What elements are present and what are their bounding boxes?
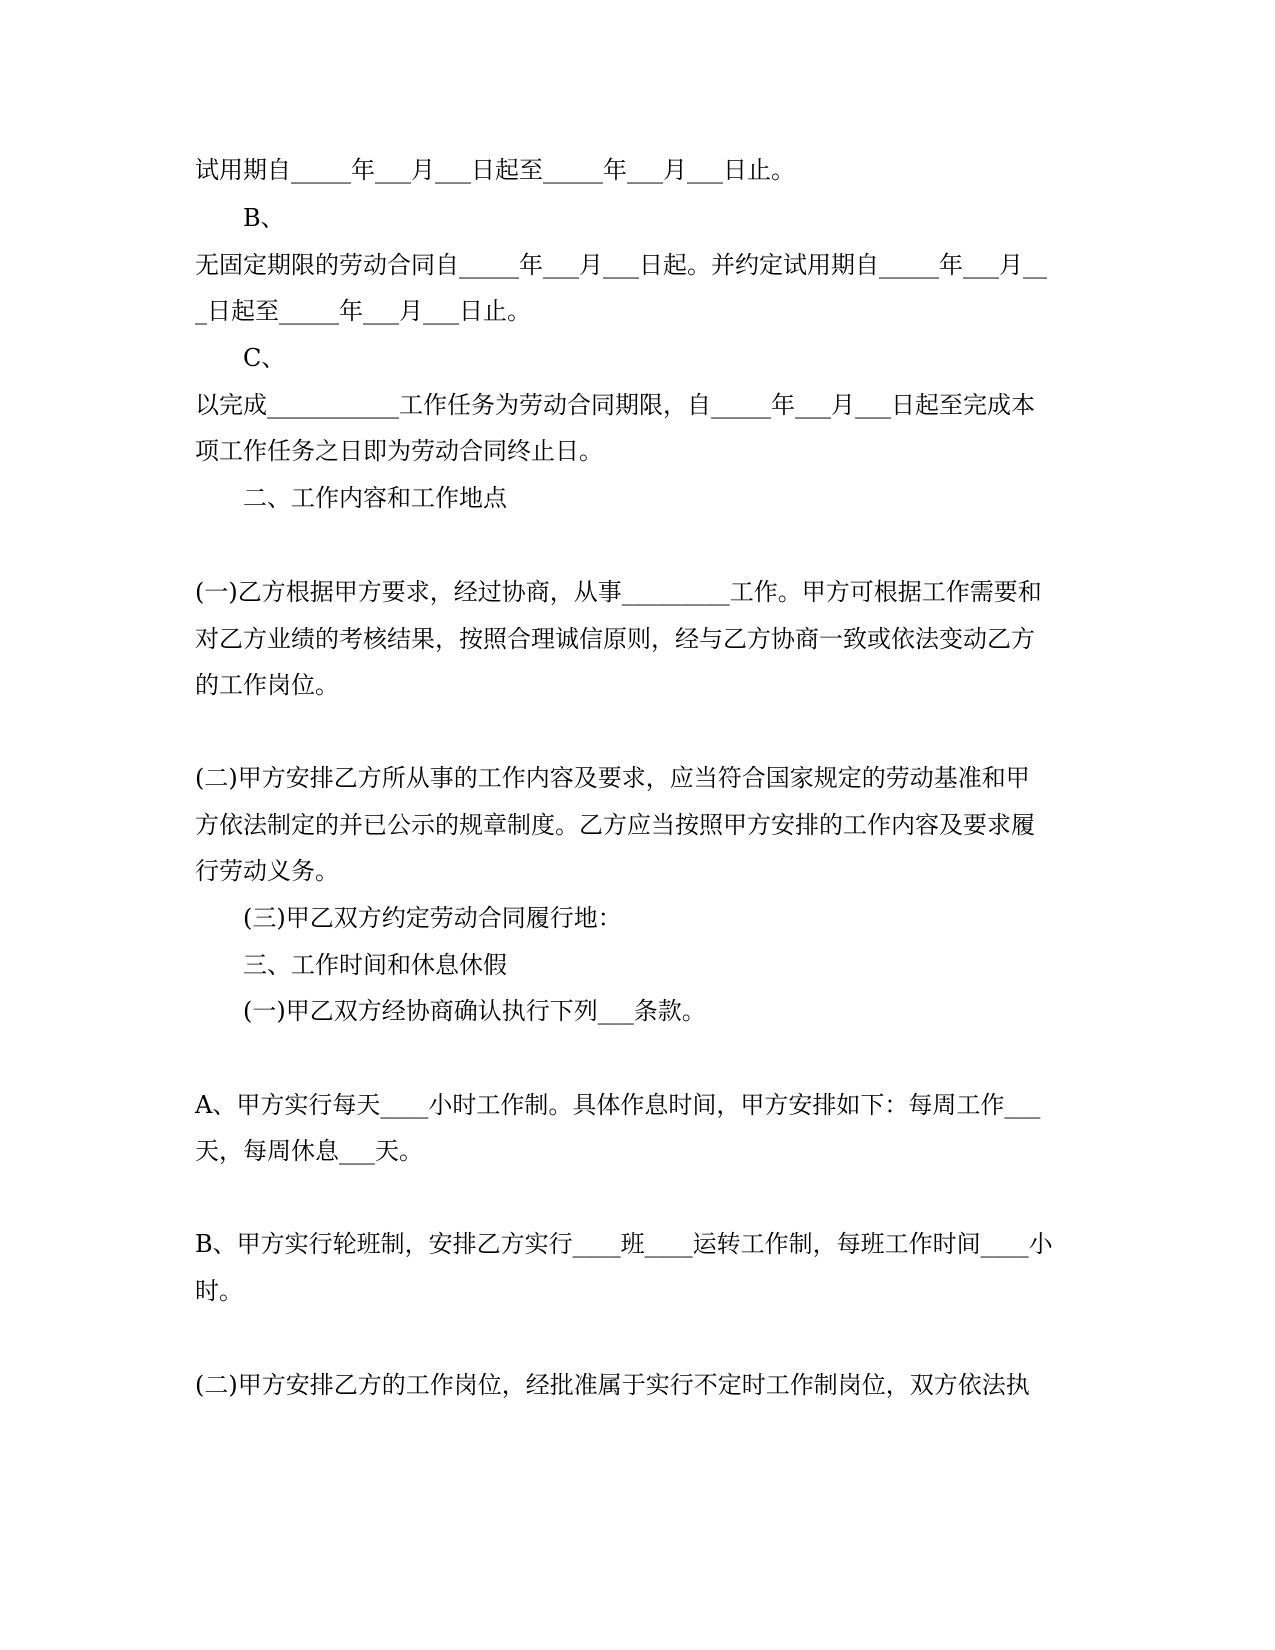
text-line: 的工作岗位。	[195, 671, 339, 699]
text-line: (三)甲乙双方约定劳动合同履行地：	[243, 904, 622, 932]
text-line: (一)乙方根据甲方要求，经过协商，从事_________工作。甲方可根据工作需要和	[195, 578, 1042, 606]
text-line: 无固定期限的劳动合同自_____年___月___日起。并约定试用期自_____年___月__	[195, 251, 1047, 279]
text-line: 方依法制定的并已公示的规章制度。乙方应当按照甲方安排的工作内容及要求履	[195, 811, 1035, 839]
text-line: (二)甲方安排乙方所从事的工作内容及要求，应当符合国家规定的劳动基准和甲	[195, 764, 1030, 792]
text-line: B、	[243, 204, 285, 232]
text-line: (二)甲方安排乙方的工作岗位，经批准属于实行不定时工作制岗位，双方依法执	[195, 1371, 1030, 1399]
section-heading: 三、工作时间和休息休假	[243, 951, 507, 979]
text-line: 试用期自_____年___月___日起至_____年___月___日止。	[195, 156, 795, 184]
text-line: 行劳动义务。	[195, 857, 339, 885]
text-line: _日起至_____年___月___日止。	[195, 297, 531, 325]
text-line: C、	[243, 344, 286, 372]
text-line: 对乙方业绩的考核结果，按照合理诚信原则，经与乙方协商一致或依法变动乙方	[195, 625, 1035, 653]
text-line: 以完成___________工作任务为劳动合同期限，自_____年___月___日起至完成本	[195, 391, 1035, 419]
text-line: 时。	[195, 1277, 243, 1305]
text-line: 天，每周休息___天。	[195, 1137, 423, 1165]
text-line: (一)甲乙双方经协商确认执行下列___条款。	[243, 997, 706, 1025]
text-line: A、甲方实行每天____小时工作制。具体作息时间，甲方安排如下：每周工作___	[195, 1091, 1041, 1119]
text-line: 项工作任务之日即为劳动合同终止日。	[195, 437, 603, 465]
section-heading: 二、工作内容和工作地点	[243, 484, 507, 512]
text-line: B、甲方实行轮班制，安排乙方实行____班____运转工作制，每班工作时间____小	[195, 1230, 1053, 1258]
